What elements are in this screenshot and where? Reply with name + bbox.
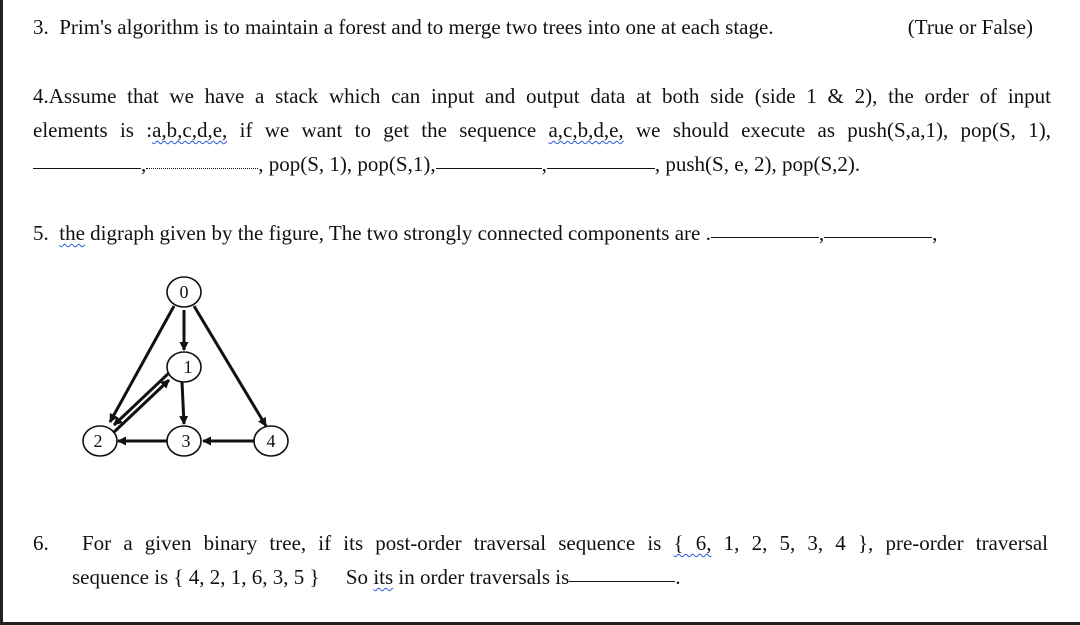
blank-separator: , [818, 221, 825, 245]
node-label-1: 1 [183, 357, 193, 377]
digraph-figure [70, 262, 310, 472]
question-4-line-2 [33, 118, 1051, 142]
question-5 [33, 221, 937, 245]
question-3-answer-hint: (True or False) [907, 15, 1033, 39]
question-6-postorder-start: { 6, [673, 531, 712, 555]
question-3 [33, 15, 774, 39]
answer-blank[interactable] [711, 236, 819, 238]
page-border-left [0, 0, 3, 622]
answer-blank[interactable] [569, 580, 675, 582]
question-4-ops-mid: , pop(S, 1), pop(S,1), [258, 152, 436, 176]
node-label-3: 3 [181, 431, 191, 451]
edge-2-1 [113, 380, 169, 433]
question-5-number: 5. [33, 221, 49, 245]
question-6-postorder-rest: 1, 2, 5, 3, 4 }, pre-order traversal [711, 531, 1049, 555]
question-5-article: the [59, 221, 85, 245]
edge-0-4 [194, 306, 266, 426]
question-4-input-order: a,b,c,d,e, [152, 118, 228, 142]
answer-blank[interactable] [33, 167, 141, 169]
blank-separator: , [932, 221, 938, 245]
question-4-line-3 [33, 152, 860, 176]
question-4-order-label: elements is : [33, 118, 153, 142]
edge-1-3 [182, 382, 184, 424]
answer-blank[interactable] [547, 167, 655, 169]
question-3-text: Prim's algorithm is to maintain a forest and to merge two trees into one at each stage. [59, 15, 774, 39]
answer-blank[interactable] [824, 236, 932, 238]
blank-separator: , [141, 152, 147, 176]
question-6-so: So [345, 565, 374, 589]
question-6-inorder-label: in order traversals is [393, 565, 570, 589]
question-4-target-sequence: a,c,b,d,e, [548, 118, 624, 142]
question-6-end: . [675, 565, 681, 589]
question-4-line-1: 4.Assume that we have a stack which can input and output data at both side (side 1 & 2), the order of input [33, 84, 1051, 108]
question-4-mid-text: if we want to get the sequence [227, 118, 549, 142]
question-3-number: 3. [33, 15, 49, 39]
question-6-postorder-label: For a given binary tree, if its post-order traversal sequence is [82, 531, 662, 555]
node-label-2: 2 [93, 431, 103, 451]
question-6-its: its [373, 565, 394, 589]
question-4-ops-start: we should execute as push(S,a,1), pop(S, 1), [623, 118, 1051, 142]
answer-blank[interactable] [146, 167, 258, 169]
node-label-4: 4 [266, 431, 276, 451]
question-4-ops-end: , push(S, e, 2), pop(S,2). [654, 152, 861, 176]
question-6-line-2 [72, 565, 681, 589]
node-label-0: 0 [179, 282, 189, 302]
question-5-text: digraph given by the figure, The two strongly connected components are . [84, 221, 711, 245]
answer-blank[interactable] [436, 167, 542, 169]
question-6-preorder: sequence is { 4, 2, 1, 6, 3, 5 } [72, 565, 320, 589]
question-6-line-1 [82, 531, 1048, 555]
blank-separator: , [541, 152, 547, 176]
question-6-number: 6. [33, 531, 49, 555]
